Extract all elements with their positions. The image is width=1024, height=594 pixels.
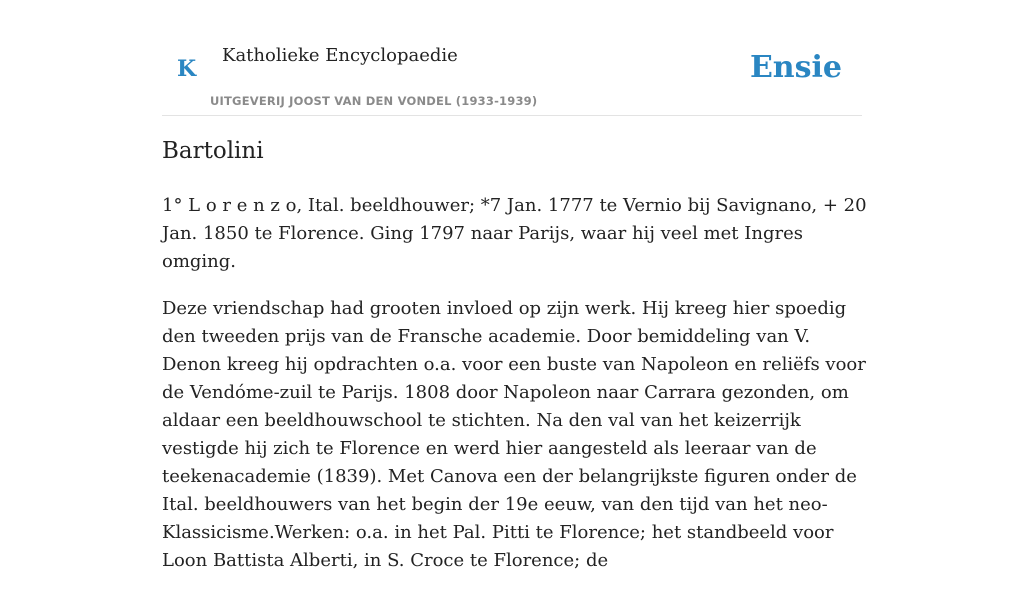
- site-header: [162, 0, 862, 116]
- site-title[interactable]: Katholieke Encyclopaedie: [222, 45, 458, 66]
- article-body: [162, 192, 874, 594]
- article-paragraph: 1° L o r e n z o, Ital. beeldhouwer; *7 Jan. 1777 te Vernio bij Savignano, + 20 Jan. 1850 te Florence. Ging 1797 naar Parijs, waar hij veel met Ingres omging.: [162, 195, 867, 272]
- logo-icon[interactable]: K: [177, 56, 197, 82]
- article-paragraph: Deze vriendschap had grooten invloed op zijn werk. Hij kreeg hier spoedig den tweeden prijs van de Fransche academie. Door bemiddeling van V. Denon kreeg hij opdrachten o.a. voor een buste van Napoleon en reliëfs voor de Vendóme-zuil te Parijs. 1808 door Napoleon naar Carrara gezonden, om aldaar een beeldhouwschool te stichten. Na den val van het keizerrijk vestigde hij zich te Florence en werd hier aangesteld als leeraar van de teekenacademie (1839). Met Canova een der belangrijkste figuren onder de Ital. beeldhouwers van het begin der 19e eeuw, van den tijd van het neo-Klassicisme.Werken: o.a. in het Pal. Pitti te Florence; het standbeeld voor Loon Battista Alberti, in S. Croce te Florence; de: [162, 298, 866, 571]
- publisher-subtitle: UITGEVERIJ JOOST VAN DEN VONDEL (1933-1939): [210, 94, 538, 108]
- article-title: Bartolini: [162, 138, 264, 164]
- ensie-logo[interactable]: Ensie: [749, 50, 842, 85]
